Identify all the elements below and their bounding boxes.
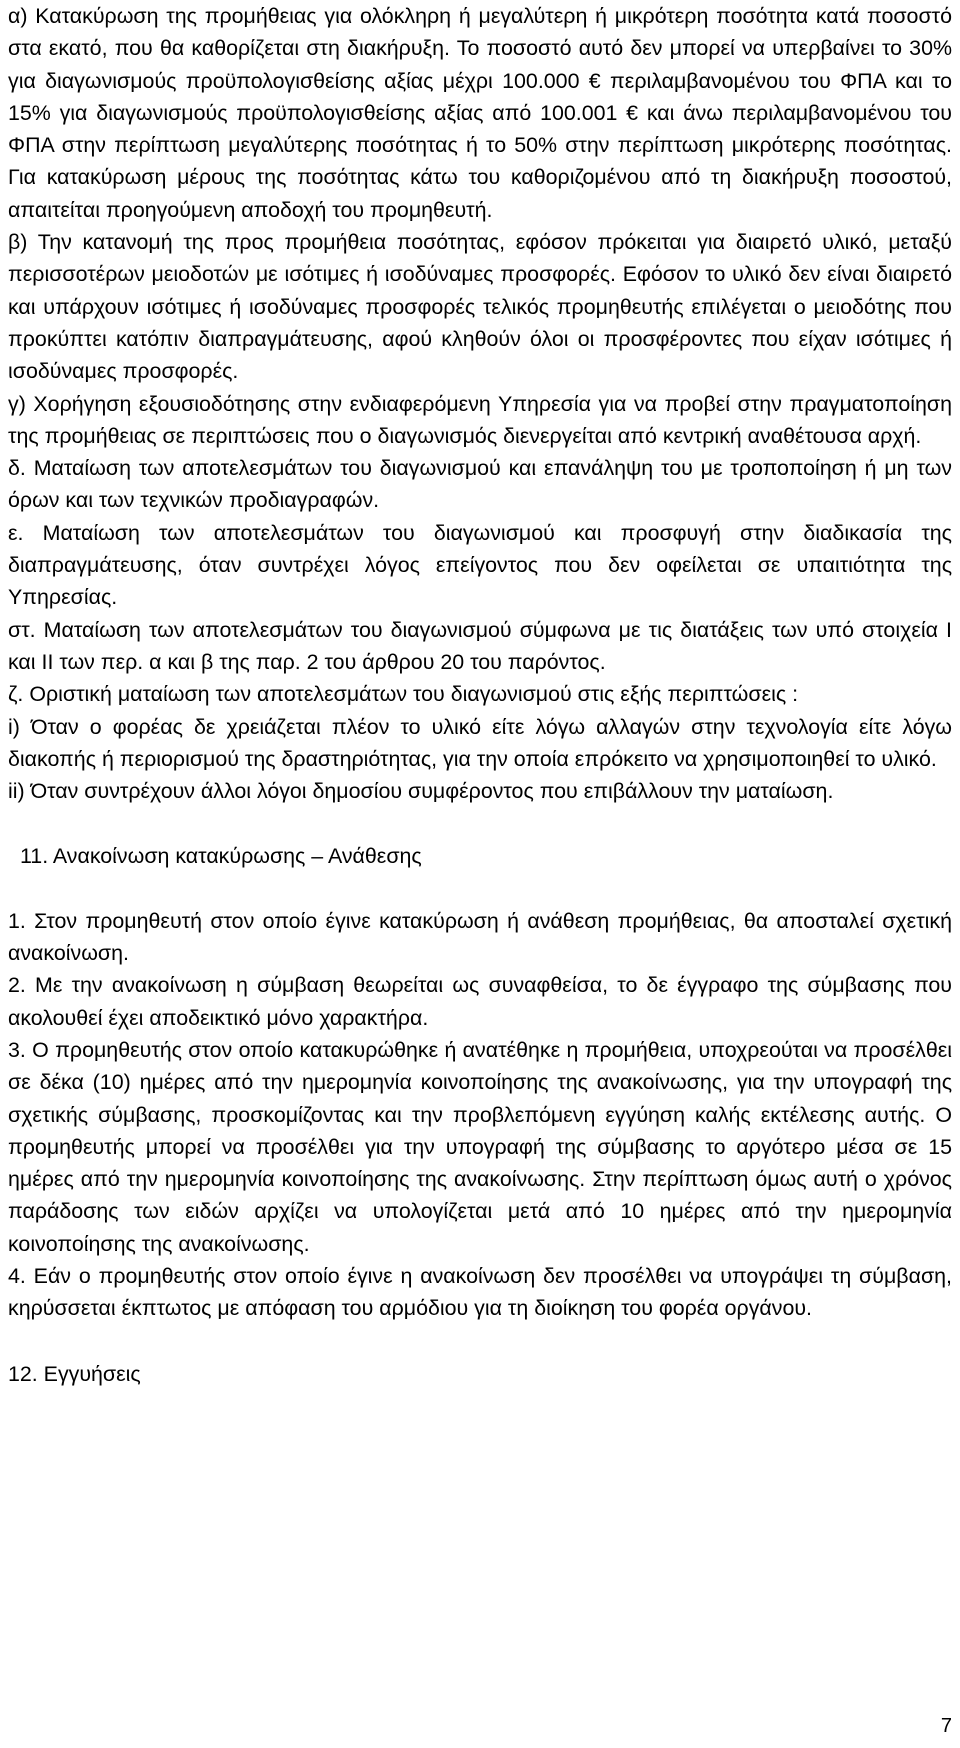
paragraph-11-4: 4. Εάν ο προμηθευτής στον οποίο έγινε η ανακοίνωση δεν προσέλθει να υπογράψει τη σύμβαση, κηρύσσεται έκπτωτος με απόφαση του αρμόδιου για τη διοίκηση του φορέα οργάνου. bbox=[8, 1263, 952, 1321]
page-number: 7 bbox=[940, 1715, 952, 1737]
paragraph-a: α) Κατακύρωση της προμήθειας για ολόκληρη ή μεγαλύτερη ή μικρότερη ποσότητα κατά ποσοστό στα εκατό, που θα καθορίζεται στη διακήρυξη. Το ποσοστό αυτό δεν μπορεί να υπερβαίνει το 30% για διαγωνισμούς προϋπολογισθείσης αξίας μέχρι 100.000 € περιλαμβανομένου του ΦΠΑ και το 15% για διαγωνισμούς προϋπολογισθείσης αξίας από 100.001 € και άνω περιλαμβανομένου του ΦΠΑ στην περίπτωση μεγαλύτερης ποσότητας ή το 50% στην περίπτωση μικρότερης ποσότητας. Για κατακύρωση μέρους της ποσότητας κάτω του καθοριζομένου από τη διακήρυξη ποσοστού, απαιτείται προηγούμενη αποδοχή του προμηθευτή. bbox=[8, 4, 952, 222]
paragraph-b: β) Την κατανομή της προς προμήθεια ποσότητας, εφόσον πρόκειται για διαιρετό υλικό, μεταξύ περισσοτέρων μειοδοτών με ισότιμες ή ισοδύναμες προσφορές. Εφόσον το υλικό δεν είναι διαιρετό και υπάρχουν ισότιμες ή ισοδύναμες προσφορές τελικός προμηθευτής επιλέγεται ο μειοδότης που προκύπτει κατόπιν διαπραγμάτευσης, αφού κληθούν όλοι οι προσφέροντες που είχαν ισότιμες ή ισοδύναμες προσφορές. bbox=[8, 230, 952, 384]
paragraph-z-i: i) Όταν ο φορέας δε χρειάζεται πλέον το υλικό είτε λόγω αλλαγών στην τεχνολογία είτε λόγω διακοπής ή περιορισμού της δραστηριότητας, για την οποία επρόκειτο να χρησιμοποιηθεί το υλικό. bbox=[8, 714, 952, 771]
paragraph-z-ii: ii) Όταν συντρέχουν άλλοι λόγοι δημοσίου συμφέροντος που επιβάλλουν την ματαίωση. bbox=[8, 779, 834, 804]
paragraph-11-1: 1. Στον προμηθευτή στον οποίο έγινε κατακύρωση ή ανάθεση προμήθειας, θα αποσταλεί σχετική ανακοίνωση. bbox=[8, 908, 952, 966]
section-heading-11: 11. Ανακοίνωση κατακύρωσης – Ανάθεσης bbox=[20, 844, 422, 869]
paragraph-z: ζ. Οριστική ματαίωση των αποτελεσμάτων του διαγωνισμού στις εξής περιπτώσεις : bbox=[8, 682, 799, 707]
paragraph-st: στ. Ματαίωση των αποτελεσμάτων του διαγωνισμού σύμφωνα με τις διατάξεις των υπό στοιχεία Ι και ΙΙ των περ. α και β της παρ. 2 του άρθρου 20 του παρόντος. bbox=[8, 617, 952, 674]
section-heading-12: 12. Εγγυήσεις bbox=[8, 1361, 141, 1386]
paragraph-11-2: 2. Με την ανακοίνωση η σύμβαση θεωρείται ως συναφθείσα, το δε έγγραφο της σύμβασης που ακολουθεί έχει αποδεικτικό μόνο χαρακτήρα. bbox=[8, 973, 952, 1030]
paragraph-e: ε. Ματαίωση των αποτελεσμάτων του διαγωνισμού και προσφυγή στην διαδικασία της διαπραγμάτευσης, όταν συντρέχει λόγος επείγοντος που δεν οφείλεται σε υπαιτιότητα της Υπηρεσίας. bbox=[8, 520, 952, 610]
paragraph-11-3: 3. Ο προμηθευτής στον οποίο κατακυρώθηκε ή ανατέθηκε η προμήθεια, υποχρεούται να προσέλθει σε δέκα (10) ημέρες από την ημερομηνία κοινοποίησης της ανακοίνωσης, για την υπογραφή της σχετικής σύμβασης, προσκομίζοντας και την προβλεπόμενη εγγύηση καλής εκτέλεσης αυτής. Ο προμηθευτής μπορεί να προσέλθει για την υπογραφή της σύμβασης το αργότερο μέσα σε 15 ημέρες από την ημερομηνία κοινοποίησης της ανακοίνωσης. Στην περίπτωση όμως αυτή ο χρόνος παράδοσης των ειδών αρχίζει να υπολογίζεται μετά από 10 ημέρες από την ημερομηνία κοινοποίησης της ανακοίνωσης. bbox=[8, 1037, 952, 1256]
document-body bbox=[8, 0, 952, 1390]
paragraph-d: δ. Ματαίωση των αποτελεσμάτων του διαγωνισμού και επανάληψη του με τροποποίηση ή μη των όρων και των τεχνικών προδιαγραφών. bbox=[8, 456, 952, 513]
paragraph-c: γ) Χορήγηση εξουσιοδότησης στην ενδιαφερόμενη Υπηρεσία για να προβεί στην πραγματοποίηση της προμήθειας σε περιπτώσεις που ο διαγωνισμός διενεργείται από κεντρική αναθέτουσα αρχή. bbox=[8, 391, 952, 448]
